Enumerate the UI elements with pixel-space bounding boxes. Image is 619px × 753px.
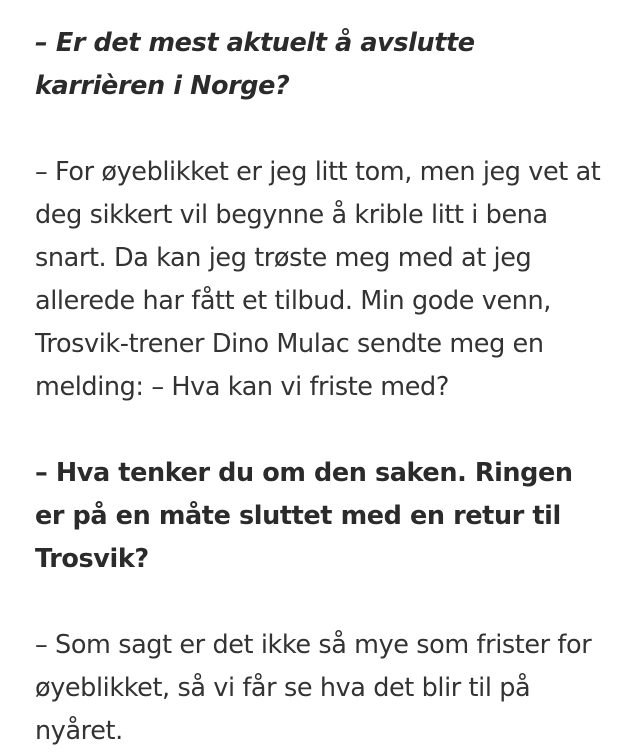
article-body [35, 22, 605, 753]
paragraph-spacer [35, 108, 605, 151]
interview-question-1: – Er det mest aktuelt å avslutte karrièren i Norge? [35, 28, 475, 101]
interview-answer-2: – Som sagt er det ikke så mye som frister for øyeblikket, så vi får se hva det blir til på nyåret. [35, 630, 592, 746]
interview-answer-1: – For øyeblikket er jeg litt tom, men jeg vet at deg sikkert vil begynne å krible litt i bena snart. Da kan jeg trøste meg med at jeg allerede har fått et tilbud. Min gode venn, Trosvik-trener Dino Mulac sendte meg en melding: – Hva kan vi friste med? [35, 157, 601, 402]
paragraph-spacer [35, 581, 605, 624]
paragraph-spacer [35, 409, 605, 452]
interview-question-2: – Hva tenker du om den saken. Ringen er på en måte sluttet med en retur til Trosvik? [35, 458, 573, 574]
